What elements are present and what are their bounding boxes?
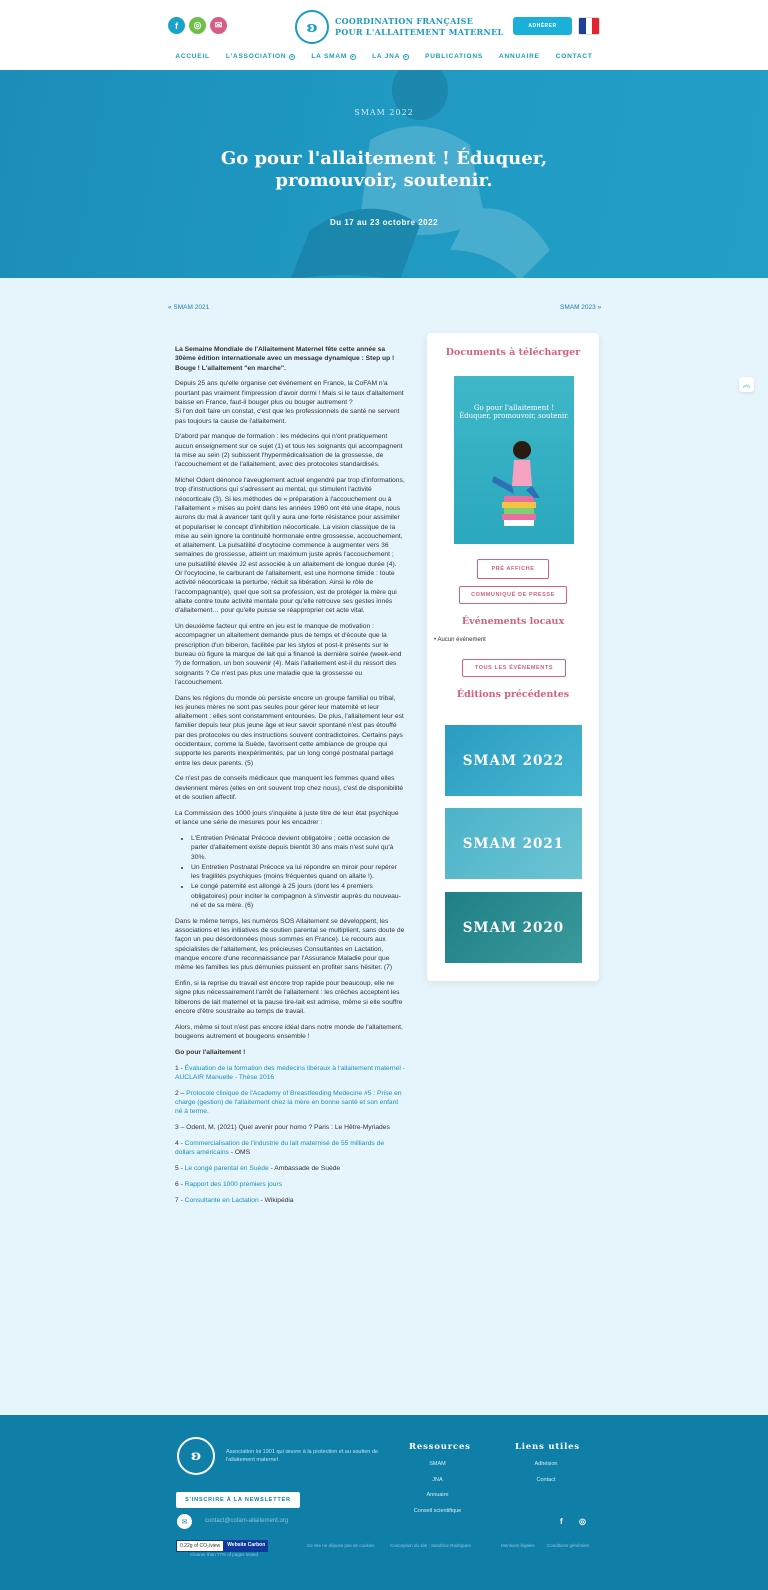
poster-title-line2: Éduquer, promouvoir, soutenir. [459,412,569,420]
logo-mark: ʚ [295,10,329,44]
facebook-icon[interactable]: f [168,17,185,34]
terms-link[interactable]: Conditions générales [547,1543,590,1548]
footer-logo[interactable]: ʚ [177,1437,215,1475]
useful-links-heading: Liens utiles [515,1442,580,1452]
ref-link[interactable]: Le congé parental en Suède [184,1165,269,1173]
events-list: • Aucun événement [434,637,486,643]
poster-title-line1: Go pour l'allaitement ! [473,404,555,412]
design-credit[interactable]: Conception du site : Sandrine Rodrigues [390,1543,471,1548]
ref-num: 2 – [175,1089,187,1097]
edition-card-2022[interactable] [445,725,582,796]
all-events-button[interactable]: TOUS LES ÉVÉNEMENTS [462,659,566,677]
instagram-icon[interactable]: ◎ [579,1517,586,1526]
reference [175,1064,405,1083]
title-line1: Go pour l'allaitement ! Éduquer, [220,148,548,169]
paragraph: Dans le même temps, les numéros SOS Allaitement se développent, les associations et les initiatives de soutien parental se multiplient, sans doute de façon un peu désordonnées (nous sommes en France). Le recours aux spécialistes de l'allaitement, les précieuses Consultantes en Lactation, manque encore d'une reconnaissance par l'Assurance Maladie pour que même les familles les plus démunies puissent en profiter sans hésiter. (7) [175,917,405,972]
title-line2: promouvoir, soutenir. [275,170,493,191]
ref-link[interactable]: Protocole clinique de l'Academy of Breastfeeding Medecine #5 : Prise en charge (gestion) de l'allaitement chez la mère en bonne santé et son enfant né à terme. [175,1089,402,1116]
ref-tail: - Wikipédia [258,1196,294,1204]
ref-link[interactable]: Évaluation de la formation des médecins libéraux à l'allaitement maternel - AUCLAIR Manuelle - Thèse 2016 [175,1064,405,1081]
ref-num: 6 - [175,1180,185,1188]
nav-smam[interactable] [303,53,364,60]
list-item: • Le congé paternité est allongé à 25 jours (dont les 4 premiers obligatoires) pour inciter le compagnon à s'investir auprès du nouveau-né et de sa mère. (6) [191,882,405,910]
documents-heading: Documents à télécharger [445,347,581,358]
nav-accueil[interactable] [167,53,218,60]
nav-jna[interactable] [364,53,417,60]
edition-label: SMAM 2020 [462,919,565,936]
carbon-label: Website Carbon [224,1540,268,1552]
page-title [0,148,768,192]
paragraph: Enfin, si la reprise du travail est encore trop rapide pour beaucoup, elle ne signe plus nécessairement l'arrêt de l'allaitement : les crèches acceptent les biberons de lait maternel et la pause tire-lait est admise, même si elle souffre encore d'être soustraite au temps de travail. [175,980,403,1015]
instagram-icon[interactable]: ◎ [189,17,206,34]
paragraph [175,379,405,425]
chevron-down-icon: ▾ [351,53,355,59]
paragraph: La Commission des 1000 jours s'inquiète à juste titre de leur état psychique et lance une série de mesures pour les encadrer : [175,809,399,827]
edition-card-2020[interactable] [445,892,582,963]
nav-annuaire[interactable] [491,53,548,60]
footer-link-jna[interactable]: JNA [432,1477,443,1483]
list-item: • L'Entretien Prénatal Précoce devient obligatoire ; cette occasion de parler d'allaitement existe depuis bientôt 30 ans mais n'est suivi qu'à 30%. [191,834,405,862]
carbon-value: 0.22g of CO₂/view [176,1540,224,1552]
events-heading: Événements locaux [461,616,565,627]
footer-link-smam[interactable]: SMAM [429,1461,446,1467]
site-header [0,0,768,70]
logo-line2: POUR L'ALLAITEMENT MATERNEL [335,27,504,37]
reference [175,1139,405,1158]
paragraph: Dans les régions du monde où persiste encore un groupe familial ou tribal, les jeunes mères ne sont pas seules pour gérer leur maternité et leur allaitement : elles sont constamment entourées. De plus, l'allaitement leur est familier depuis leur plus jeune âge et leur savoir spontané n'est pas étouffé par des protocoles ou des instructions souvent contradictoires. Certains pays occidentaux, comme la Suède, favorisent cette ambiance de groupe qui supporte les parents inexpérimentés, par un long congé postnatal partagé entre les deux parents. (5) [175,694,404,767]
nav-contact[interactable] [548,53,601,60]
ref-link[interactable]: Rapport des 1000 premiers jours [184,1180,283,1188]
footer-link-annuaire[interactable]: Annuaire [426,1492,449,1498]
reference [175,1089,405,1117]
footer-link-contact[interactable]: Contact [536,1477,556,1483]
newsletter-button[interactable]: S'INSCRIRE À LA NEWSLETTER [176,1492,300,1508]
paragraph: Go pour l'allaitement ! [175,1048,246,1056]
facebook-icon[interactable]: f [560,1517,563,1526]
ref-num: 3 – [175,1124,187,1132]
edition-card-2021[interactable] [445,808,582,879]
ref-num: 7 - [175,1196,185,1204]
article-lead: La Semaine Mondiale de l'Allaitement Maternel fête cette année sa 30ème édition internationale avec un message dynamique : Step up ! Bouge ! L'allaitement "en marche". [175,346,395,372]
nav-label: PUBLICATIONS [425,53,484,60]
nav-label: ACCUEIL [175,53,210,60]
ref-link[interactable]: Consultante en Lactation [184,1196,259,1204]
carbon-note: Cleaner than 77% of pages tested [190,1552,259,1557]
edition-label: SMAM 2021 [462,835,565,852]
measures-list [191,834,405,910]
edition-label: SMAM 2022 [462,752,565,769]
resources-heading: Ressources [409,1442,471,1452]
chevron-down-icon: ▾ [291,53,294,59]
nav-label: LA JNA [372,53,401,60]
logo-line1: COORDINATION FRANÇAISE [335,16,474,26]
reference [175,1196,405,1205]
carbon-badge[interactable] [176,1540,268,1552]
ref-num: 4 - [175,1139,185,1147]
language-flag-icon[interactable] [578,17,600,35]
paragraph-text: Si l'on doit faire un constat, c'est que les professionnels de santé ne servent pas toujours la cause de l'allaitement. [175,408,400,425]
paragraph-text: Depuis 25 ans qu'elle organise cet événement en France, la CoFAM n'a pourtant pas vraiment l'impression d'avoir dormi ! Mais si le taux d'allaitement baisse en France, faut-il bouger plus ou bouger autrement ? [175,380,404,406]
paragraph: Alors, même si tout n'est pas encore idéal dans notre monde de l'allaitement, bougeons autrement et bougeons ensemble ! [175,1023,403,1041]
nav-label: L'ASSOCIATION [225,53,287,60]
poster-title [454,404,574,420]
nav-association[interactable] [218,53,304,60]
editions-heading: Éditions précédentes [456,689,570,700]
ref-tail: - Ambassade de Suède [268,1165,341,1173]
events-empty-text: Aucun événement [437,637,486,643]
mail-icon[interactable]: ✉ [210,17,227,34]
scroll-top-icon[interactable]: ︽ [739,377,754,392]
paragraph: Un deuxième facteur qui entre en jeu est le manque de motivation : accompagner un allaitement demande plus de temps et d'écoute que la prescription d'un biberon, facilitée par les stylos et post-it présents sur le bureau où figure la marque de lait qui a financé la dernière soirée (week-end ?) de formation, un bon souvenir (4). Mais l'allaitement est-il du ressort des soignants ? Ce n'est pas plus une maladie que la grossesse ou l'accouchement. [175,623,402,686]
footer-email[interactable]: contact@cofam-allaitement.org [205,1518,289,1524]
adherer-button[interactable]: ADHÉRER [513,17,572,35]
main-nav [0,53,768,60]
reference [175,1123,405,1132]
footer-link-conseil[interactable]: Conseil scientifique [413,1508,462,1514]
email-icon: ✉ [177,1514,192,1529]
footer-description: Association loi 1901 qui œuvre à la protection et au soutien de l'allaitement maternel [226,1449,378,1463]
ref-tail: - OMS [228,1149,251,1157]
nav-publications[interactable] [417,53,491,60]
reference [175,1180,405,1189]
reference [175,1164,405,1173]
cookies-note: Ce site ne dépose pas de cookies [307,1543,375,1548]
site-footer [0,1415,768,1590]
article-body [175,345,405,1211]
sidebar [427,333,599,981]
poster-thumbnail[interactable] [454,376,574,544]
paragraph: Michel Odent dénonce l'aveuglement actuel engendré par trop d'informations, trop d'instructions qui s'adressent au mental, qui stimulent l'activité néocorticale (3). Si les méthodes de « préparation à l'accouchement ou à l'allaitement » mises au point dans les années 1960 ont été une étape, nous aurons du mal à avancer tant qu'il y aura une forte résistance pour assimiler et populariser le concept d'inhibition néocorticale. La vision classique de la mise au sein ignore la continuité hormonale entre grossesse, accouchement, et allaitement. La pulsatilité d'ocytocine commence à augmenter vers 36 semaines de grossesse, atteint un maximum juste après l'accouchement ; une pulsatilité élevée J2 est associée à un allaitement de longue durée (4). Or l'ocytocine, le carburant de l'allaitement, est une hormone timide : toute activité néocorticale la perturbe, réduit sa libération. Ainsi le rôle de l'accompagnant(e), quel que soit sa profession, est de protéger la mère qui allaite contre toute activité mentale pour qu'elle retrouve ses gestes innés d'allaitement… pour qu'elle puisse se réapproprier cet acte vital. [175,477,405,615]
poster-illustration [484,436,544,536]
nav-label: CONTACT [555,53,593,60]
social-links [168,17,227,34]
paragraph: D'abord par manque de formation : les médecins qui n'ont pratiquement aucun enseignement sur ce sujet (1) et tous les soignants qui accompagnent la mise au sein (2) subissent l'hypermédicalisation de la grossesse, de l'accouchement et de l'allaitement, avec des protocoles standardisés. [175,433,403,469]
event-date: Du 17 au 23 octobre 2022 [329,218,439,227]
hero-banner [0,70,768,278]
list-item: • Un Entretien Postnatal Précoce va lui répondre en miroir pour repérer les fragilités psychiques (moins fréquentes quand on allaite !). [191,863,405,882]
ref-link[interactable]: Commercialisation de l'industrie du lait maternisé de 55 milliards de dollars américains [175,1139,385,1157]
paragraph: Ce n'est pas de conseils médicaux que manquent les femmes quand elles deviennent mères (elles en ont souvent trop chez nous), c'est de disponibilité et de soutien affectif. [175,775,404,802]
ref-num: 5 - [175,1165,185,1173]
ref-num: 1 - [175,1064,185,1072]
site-logo[interactable] [295,10,503,44]
next-edition-link[interactable]: SMAM 2023 » [560,304,602,311]
chevron-down-icon: ▾ [404,53,408,59]
pre-affiche-button[interactable]: PRÉ AFFICHE [477,559,549,579]
hero-subtitle: SMAM 2022 [354,108,414,117]
prev-edition-link[interactable]: « SMAM 2021 [168,304,210,311]
logo-text [335,16,503,38]
legal-link[interactable]: Mentions légales [501,1543,535,1548]
nav-label: LA SMAM [311,53,348,60]
footer-link-adhesion[interactable]: Adhésion [534,1461,558,1467]
nav-label: ANNUAIRE [499,53,540,60]
ref-tail: Odent, M. (2021) Quel avenir pour homo ? Paris : Le Hêtre-Myriades [186,1124,390,1132]
communique-button[interactable]: COMMUNIQUÉ DE PRESSE [459,586,567,604]
